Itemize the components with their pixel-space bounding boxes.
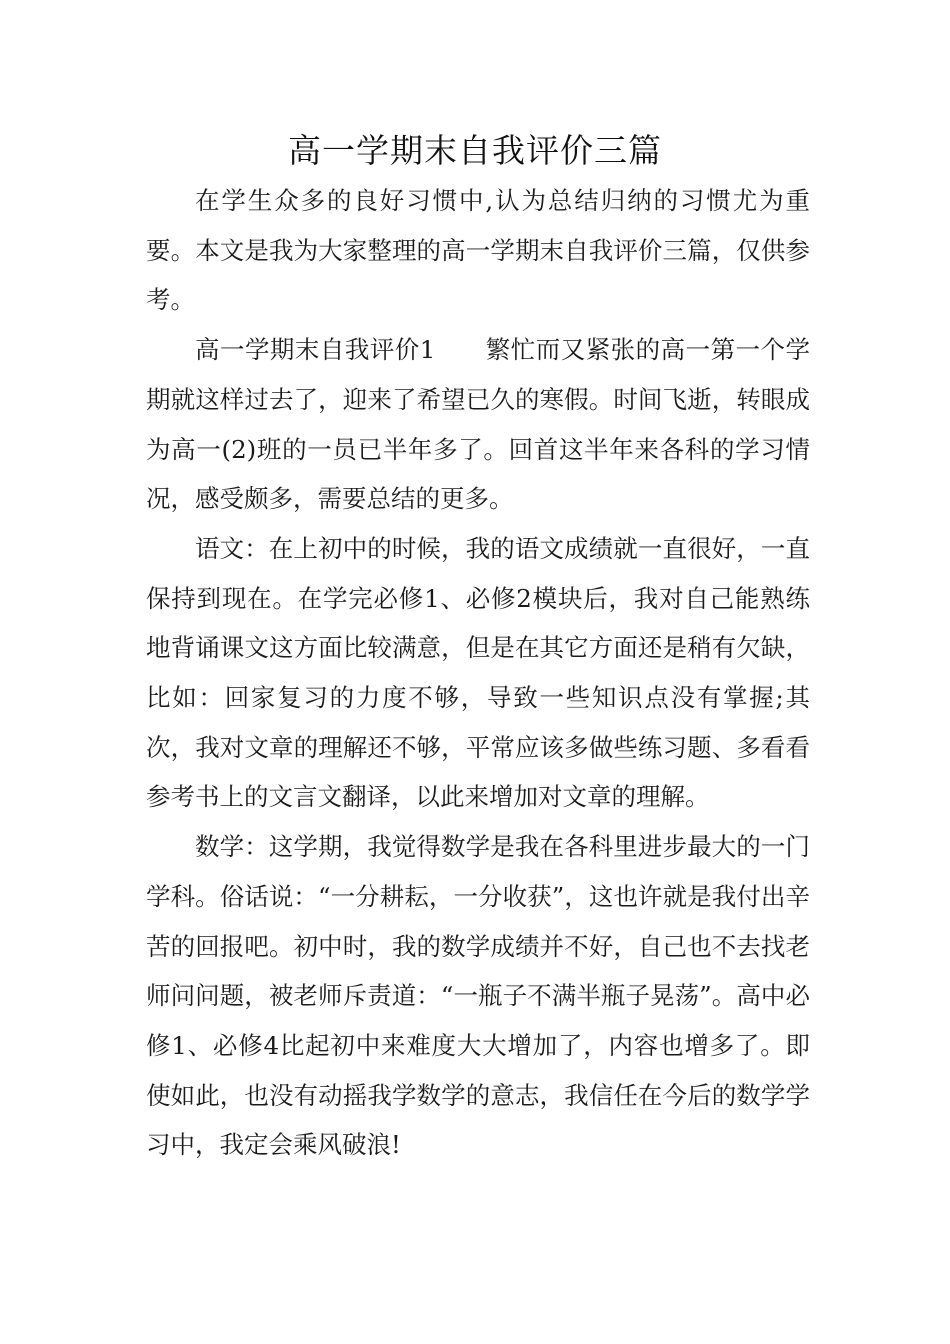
document-body	[146, 176, 810, 1170]
paragraph-intro: 在学生众多的良好习惯中,认为总结归纳的习惯尤为重要。本文是我为大家整理的高一学期末自我评价三篇，仅供参考。	[146, 186, 810, 315]
paragraph-math: 数学：这学期，我觉得数学是我在各科里进步最大的一门学科。俗话说：“一分耕耘，一分收获”，这也许就是我付出辛苦的回报吧。初中时，我的数学成绩并不好，自己也不去找老师问问题，被老师斥责道：“一瓶子不满半瓶子晃荡”。高中必修1、必修4比起初中来难度大大增加了，内容也增多了。即使如此，也没有动摇我学数学的意志，我信任在今后的数学学习中，我定会乘风破浪!	[146, 832, 810, 1160]
document-title: 高一学期末自我评价三篇	[288, 131, 662, 170]
paragraph-evaluation-1: 高一学期末自我评价1 繁忙而又紧张的高一第一个学期就这样过去了，迎来了希望已久的寒假。时间飞逝，转眼成为高一(2)班的一员已半年多了。回首这半年来各科的学习情况，感受颇多，需要总结的更多。	[146, 335, 810, 514]
paragraph-chinese: 语文：在上初中的时候，我的语文成绩就一直很好，一直保持到现在。在学完必修1、必修2模块后，我对自己能熟练地背诵课文这方面比较满意，但是在其它方面还是稍有欠缺，比如：回家复习的力度不够，导致一些知识点没有掌握;其次，我对文章的理解还不够，平常应该多做些练习题、多看看参考书上的文言文翻译，以此来增加对文章的理解。	[146, 533, 810, 812]
